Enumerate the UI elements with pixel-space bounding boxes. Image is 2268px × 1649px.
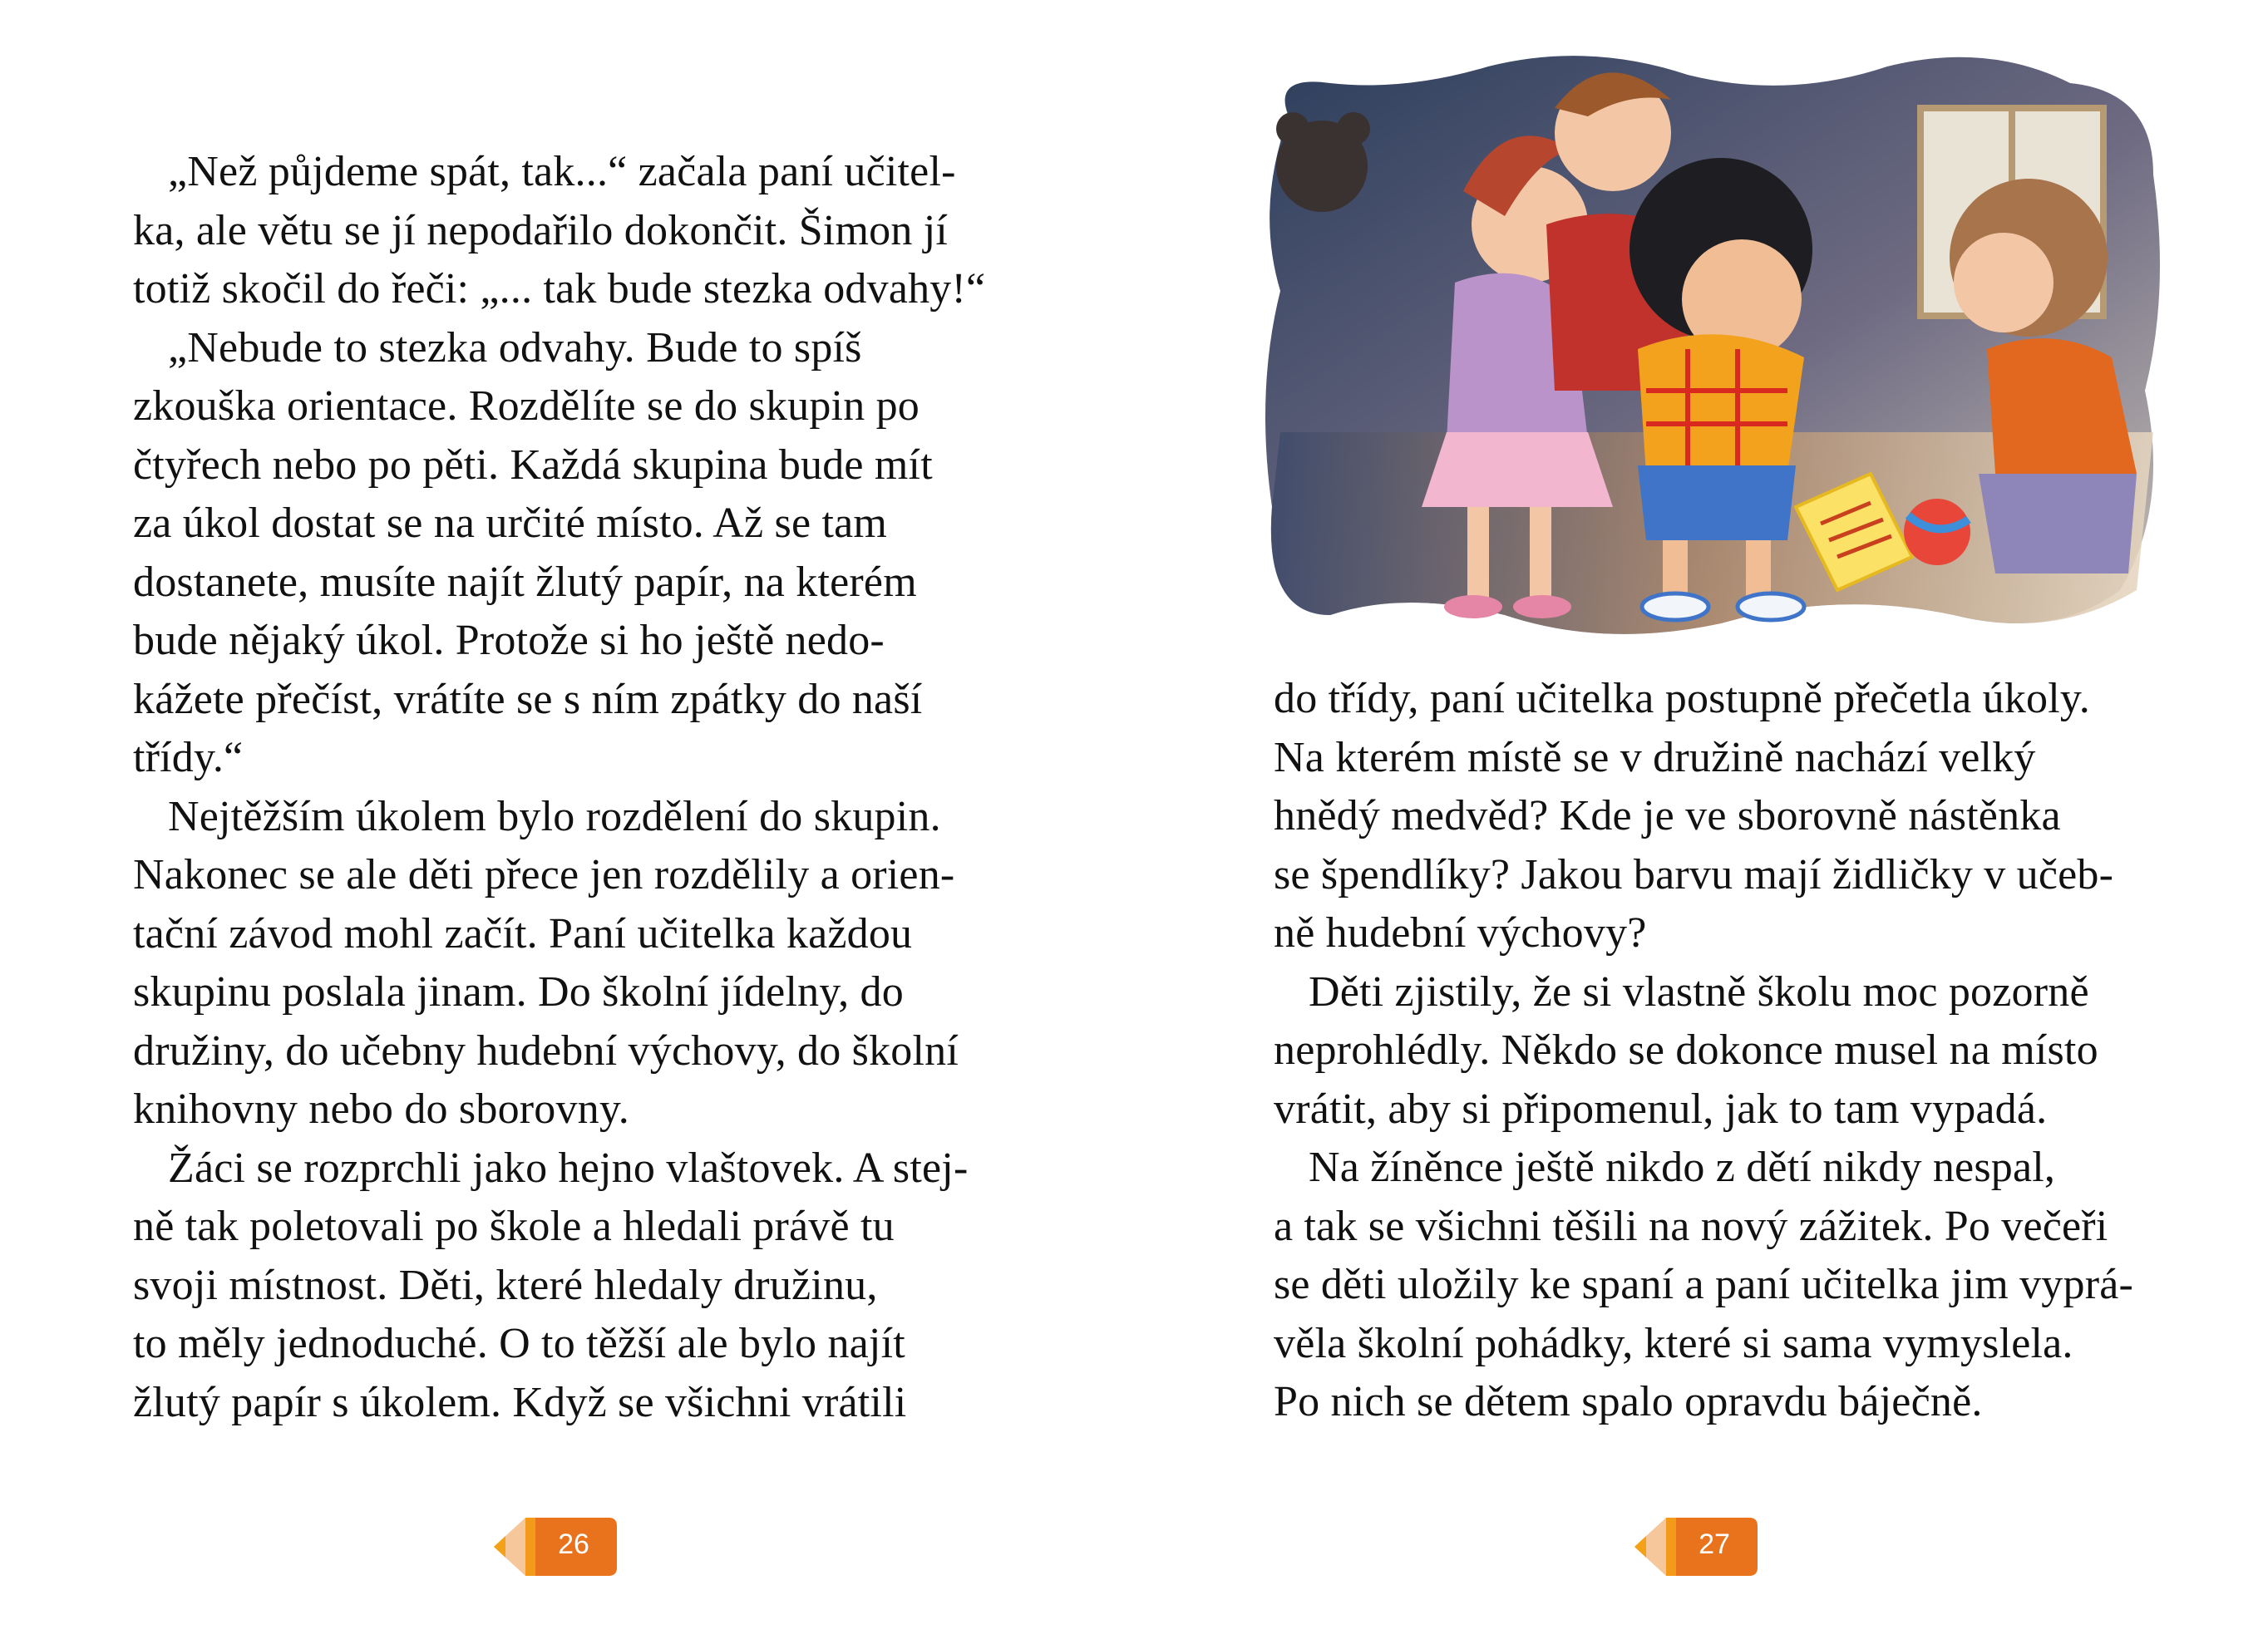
text-line: se děti uložily ke spaní a paní učitelka jim vyprá- [1274, 1261, 2134, 1308]
text-line: a tak se všichni těšili na nový zážitek. Po večeři [1274, 1202, 2108, 1250]
text-line: vrátit, aby si připomenul, jak to tam vypadá. [1274, 1085, 2048, 1133]
text-line: Žáci se rozprchli jako hejno vlaštovek. A stej- [168, 1144, 969, 1192]
text-line: se špendlíky? Jakou barvu mají židličky v učeb- [1274, 850, 2114, 898]
text-line: bude nějaký úkol. Protože si ho ještě nedo- [133, 617, 885, 664]
page-number: 26 [558, 1528, 589, 1560]
text-line: Na kterém místě se v družině nachází velký [1274, 733, 2036, 781]
right-page-text [1274, 670, 2133, 1432]
text-line: zkouška orientace. Rozdělíte se do skupin po [133, 382, 920, 430]
text-line: družiny, do učebny hudební výchovy, do školní [133, 1026, 959, 1075]
text-line: skupinu poslala jinam. Do školní jídelny, do [133, 968, 904, 1016]
text-line: „Než půjdeme spát, tak...“ začala paní učitel- [168, 148, 956, 195]
text-line: Nakonec se ale děti přece jen rozdělily a orien- [133, 851, 955, 898]
text-line: Po nich se dětem spalo opravdu báječně. [1274, 1378, 1983, 1425]
text-line: čtyřech nebo po pěti. Každá skupina bude mít [133, 441, 933, 489]
text-line: žlutý papír s úkolem. Když se všichni vrátili [133, 1378, 907, 1426]
text-line: věla školní pohádky, které si sama vymyslela. [1274, 1319, 2073, 1367]
text-line: tační závod mohl začít. Paní učitelka každou [133, 909, 913, 957]
text-line: ně tak poletovali po škole a hledali právě tu [133, 1203, 895, 1250]
text-line: třídy.“ [133, 734, 244, 781]
text-line: za úkol dostat se na určité místo. Až se tam [133, 500, 888, 547]
text-line: „Nebude to stezka odvahy. Bude to spíš [168, 323, 862, 372]
text-line: do třídy, paní učitelka postupně přečetla úkoly. [1274, 675, 2090, 722]
text-line: ka, ale větu se jí nepodařilo dokončit. Šimon jí [133, 206, 949, 254]
page-number-badge [492, 1513, 617, 1581]
text-line: to měly jednoduché. O to těžší ale bylo najít [133, 1320, 905, 1367]
text-line: dostanete, musíte najít žlutý papír, na kterém [133, 558, 917, 606]
left-page-text [133, 143, 985, 1432]
text-line: knihovny nebo do sborovny. [133, 1085, 629, 1133]
text-line: Děti zjistily, že si vlastně školu moc pozorně [1309, 967, 2089, 1016]
page-number-badge [1633, 1513, 1758, 1581]
children-finding-yellow-paper-illustration [1255, 42, 2178, 640]
text-line: totiž skočil do řeči: „... tak bude stezka odvahy!“ [133, 265, 986, 313]
text-line: hnědý medvěd? Kde je ve sborovně nástěnka [1274, 792, 2061, 839]
text-line: neprohlédly. Někdo se dokonce musel na místo [1274, 1026, 2098, 1074]
text-line: Na žíněnce ještě nikdo z dětí nikdy nespal, [1309, 1144, 2056, 1191]
text-line: Nejtěžším úkolem bylo rozdělení do skupin. [168, 792, 941, 840]
text-line: kážete přečíst, vrátíte se s ním zpátky do naší [133, 675, 923, 723]
text-line: svoji místnost. Děti, které hledaly družinu, [133, 1261, 878, 1309]
text-line: ně hudební výchovy? [1274, 909, 1647, 957]
page-number: 27 [1699, 1528, 1730, 1560]
